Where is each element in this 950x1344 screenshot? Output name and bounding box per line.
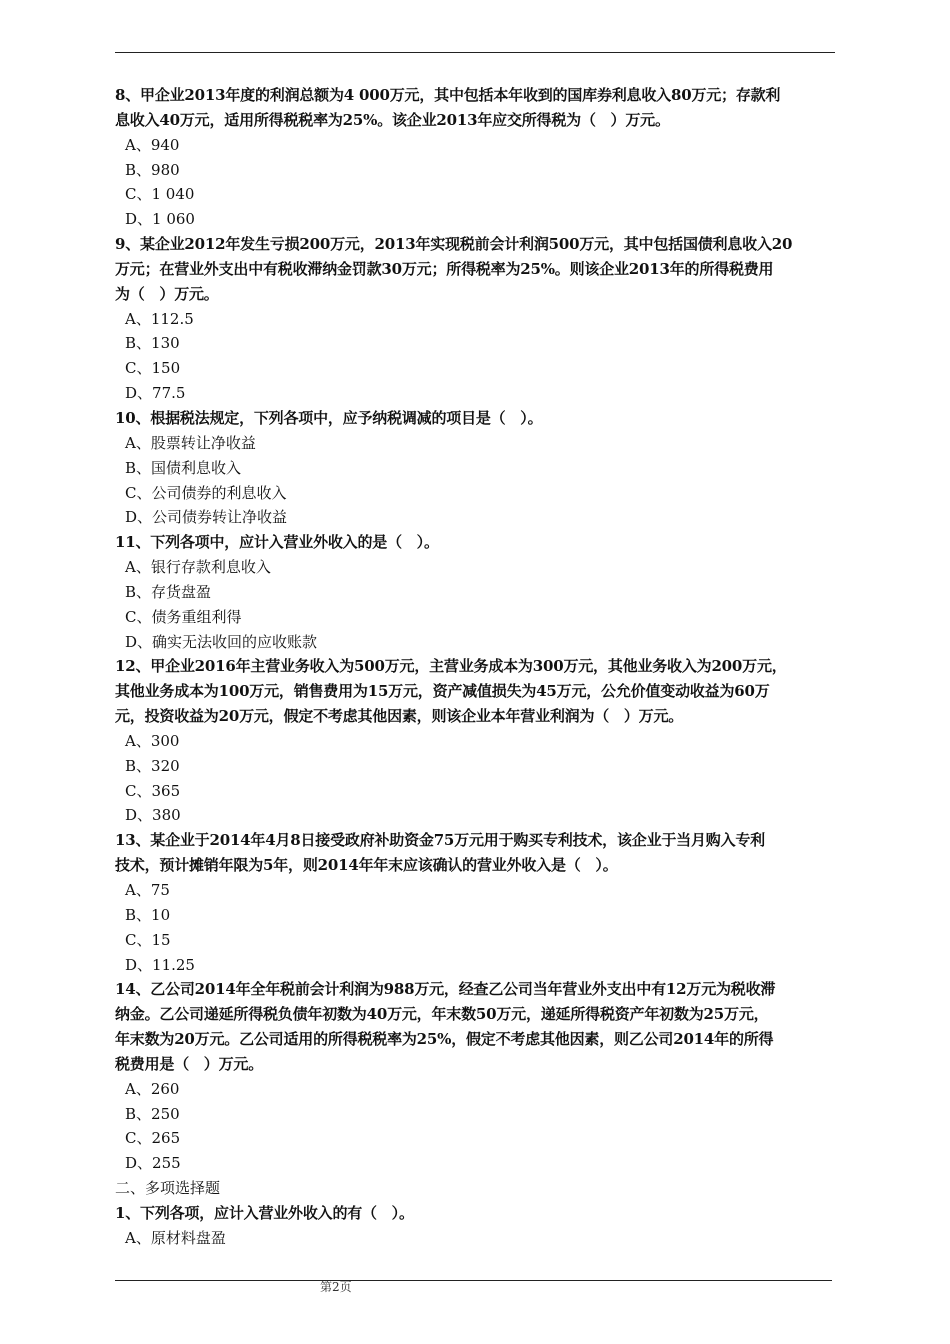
question-text-line: 税费用是（ ）万元。 (115, 1054, 264, 1073)
answer-option: D、255 (125, 1154, 181, 1173)
page-number: 第2页 (320, 1280, 352, 1294)
question-text-line: 8、甲企业2013年度的利润总额为4 000万元，其中包括本年收到的国库券利息收入80万元；存款利 (115, 86, 781, 104)
question-text-line: 年末数为20万元。乙公司适用的所得税税率为25%，假定不考虑其他因素，则乙公司2014年的所得 (115, 1030, 774, 1049)
question-text-line: 11、下列各项中，应计入营业外收入的是（ ）。 (115, 533, 439, 552)
answer-option: C、债务重组利得 (125, 607, 242, 626)
answer-option: A、260 (125, 1079, 180, 1098)
question-text-line: 其他业务成本为100万元，销售费用为15万元，资产减值损失为45万元，公允价值变动收益为60万 (115, 682, 770, 701)
answer-option: A、股票转让净收益 (125, 433, 256, 452)
question (115, 1201, 837, 1251)
answer-option: A、银行存款利息收入 (125, 558, 271, 577)
section-heading (115, 1176, 837, 1201)
header-rule (115, 52, 835, 53)
answer-option: B、130 (125, 334, 180, 353)
question-text-line: 纳金。乙公司递延所得税负债年初数为40万元，年末数50万元，递延所得税资产年初数为25万元， (115, 1005, 769, 1024)
question (115, 232, 837, 406)
answer-option: D、1 060 (125, 210, 195, 229)
section-title: 二、多项选择题 (115, 1179, 221, 1198)
question (115, 530, 837, 654)
question-text-line: 万元；在营业外支出中有税收滞纳金罚款30万元；所得税率为25%。则该企业2013年的所得税费用 (115, 259, 774, 278)
answer-option: C、公司债券的利息收入 (125, 483, 287, 502)
answer-option: C、150 (125, 359, 181, 378)
answer-option: C、15 (125, 930, 171, 949)
answer-option: D、11.25 (125, 955, 195, 974)
answer-option: A、112.5 (125, 309, 194, 328)
answer-option: A、75 (125, 881, 170, 899)
answer-option: B、980 (125, 160, 180, 179)
question (115, 654, 837, 828)
answer-option: C、1 040 (125, 185, 195, 204)
answer-option: B、存货盘盈 (125, 582, 212, 601)
question-text-line: 12、甲企业2016年主营业务收入为500万元，主营业务成本为300万元，其他业务收入为200万元， (115, 657, 787, 676)
answer-option: D、公司债券转让净收益 (125, 508, 288, 527)
answer-option: B、国债利息收入 (125, 458, 242, 477)
question (115, 83, 837, 232)
question-text-line: 元，投资收益为20万元，假定不考虑其他因素，则该企业本年营业利润为（ ）万元。 (115, 707, 684, 726)
answer-option: C、265 (125, 1129, 181, 1148)
answer-option: B、320 (125, 756, 180, 775)
question-text-line: 技术，预计摊销年限为5年，则2014年年末应该确认的营业外收入是（ ）。 (115, 856, 618, 875)
question-text-line: 13、某企业于2014年4月8日接受政府补助资金75万元用于购买专利技术，该企业于当月购入专利 (115, 831, 765, 850)
question-text-line: 14、乙公司2014年全年税前会计利润为988万元，经查乙公司当年营业外支出中有12万元为税收滞 (115, 980, 776, 999)
answer-option: C、365 (125, 781, 181, 800)
answer-option: B、10 (125, 905, 171, 924)
answer-option: A、940 (125, 135, 180, 154)
question-text-line: 10、根据税法规定，下列各项中，应予纳税调减的项目是（ ）。 (115, 408, 543, 427)
footer-rule (115, 1280, 832, 1281)
question-text-line: 为（ ）万元。 (115, 284, 219, 303)
question (115, 977, 837, 1176)
answer-option: D、380 (125, 806, 181, 825)
question-text-line: 9、某企业2012年发生亏损200万元，2013年实现税前会计利润500万元，其中包括国债利息收入20 (115, 235, 793, 254)
answer-option: D、确实无法收回的应收账款 (125, 632, 318, 651)
answer-option: A、原材料盘盈 (125, 1228, 226, 1247)
answer-option: B、250 (125, 1104, 180, 1123)
question (115, 406, 837, 530)
question-text-line: 息收入40万元，适用所得税税率为25%。该企业2013年应交所得税为（ ）万元。 (115, 110, 670, 129)
question (115, 828, 837, 977)
answer-option: A、300 (125, 731, 180, 750)
question-text-line: 1、下列各项，应计入营业外收入的有（ ）。 (115, 1203, 414, 1222)
document-body (115, 83, 837, 1251)
answer-option: D、77.5 (125, 384, 186, 403)
